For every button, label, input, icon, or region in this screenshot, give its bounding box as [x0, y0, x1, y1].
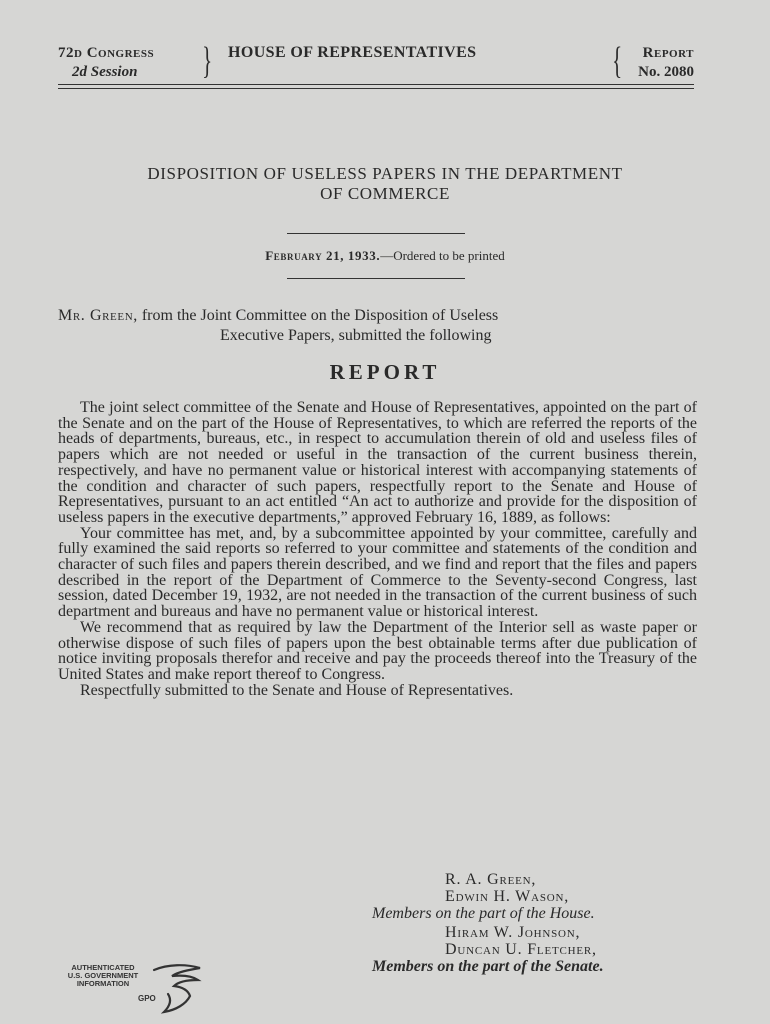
congress-session	[58, 44, 154, 82]
document-title	[40, 164, 730, 204]
signatory-role: Members on the part of the Senate.	[372, 958, 604, 975]
signatory-name: Hiram W. Johnson,	[445, 924, 581, 941]
right-brace: {	[612, 40, 623, 82]
chamber-label: HOUSE OF REPRESENTATIVES	[228, 44, 477, 61]
left-brace: }	[202, 40, 213, 82]
body-paragraph-2: Your committee has met, and, by a subcommittee appointed by your committee, carefully and fully examined the said reports so referred to your committee and statements of the condition and character of such files and papers therein described, and we find and report that the files and papers described in the report of the Department of Commerce to the Seventy-second Congress, last session, dated December 19, 1932, are not needed in the transaction of the current business of such department and bureaus and have no permanent value or historical interest.	[58, 524, 697, 621]
dateline-date: February 21, 1933.	[265, 248, 381, 263]
signatory-role: Members on the part of the House.	[372, 905, 595, 922]
report-body	[58, 400, 697, 698]
session-label: 2d Session	[72, 64, 138, 80]
report-heading: REPORT	[329, 360, 441, 384]
gpo-mark-line: U.S. GOVERNMENT	[67, 971, 139, 980]
header-rule	[58, 84, 694, 89]
divider-top	[287, 233, 465, 234]
submission-line-1: from the Joint Committee on the Disposition of Useless	[141, 307, 499, 324]
report-header	[58, 40, 694, 82]
signatory-name: R. A. Green,	[445, 871, 537, 888]
body-paragraph-4: Respectfully submitted to the Senate and House of Representatives.	[80, 681, 514, 699]
signature-block-senate	[330, 924, 700, 975]
submission-line-2: Executive Papers, submitted the following	[220, 327, 492, 344]
gpo-label: GPO	[138, 994, 156, 1003]
dateline	[40, 248, 730, 264]
report-number: No. 2080	[638, 64, 694, 80]
gpo-mark-line: INFORMATION	[76, 979, 130, 988]
signatory-name: Duncan U. Fletcher,	[445, 941, 597, 958]
title-line-1: DISPOSITION OF USELESS PAPERS IN THE DEPARTMENT	[147, 164, 623, 183]
submitter-name: Mr. Green,	[58, 307, 138, 324]
divider-bottom	[287, 278, 465, 279]
report-label: Report	[642, 45, 694, 61]
gpo-authentication-mark	[60, 962, 210, 1017]
congress-label: 72d Congress	[58, 45, 155, 61]
report-number-block	[638, 44, 694, 82]
submission-statement	[58, 306, 698, 346]
gpo-mark-text	[60, 964, 146, 988]
signature-block-house	[330, 871, 700, 922]
dateline-note: —Ordered to be printed	[380, 248, 505, 263]
body-paragraph-3: We recommend that as required by law the Department of the Interior sell as waste paper or otherwise dispose of such files of papers upon the best obtainable terms after due publication of notice inviting proposals therefor and receive and pay the proceeds thereof into the Treasury of the United States and make report thereof to Congress.	[58, 618, 697, 683]
signatory-name: Edwin H. Wason,	[445, 888, 570, 905]
eagle-icon	[148, 962, 208, 1014]
gpo-mark-line: AUTHENTICATED	[71, 963, 135, 972]
title-line-2: OF COMMERCE	[320, 184, 450, 203]
body-paragraph-1: The joint select committee of the Senate and House of Representatives, appointed on the part of the Senate and on the part of the House of Representatives, to which are referred the reports of the heads of departments, bureaus, etc., in respect to accumulation therein of old and useless files of papers which are not needed or useful in the transaction of the current business therein, respectively, and have no permanent value or historical interest with accompanying statements of the condition and character of such papers, respectfully report to the Senate and House of Representatives, pursuant to an act entitled “An act to authorize and provide for the disposition of useless papers in the executive departments,” approved February 16, 1889, as follows:	[58, 399, 697, 526]
